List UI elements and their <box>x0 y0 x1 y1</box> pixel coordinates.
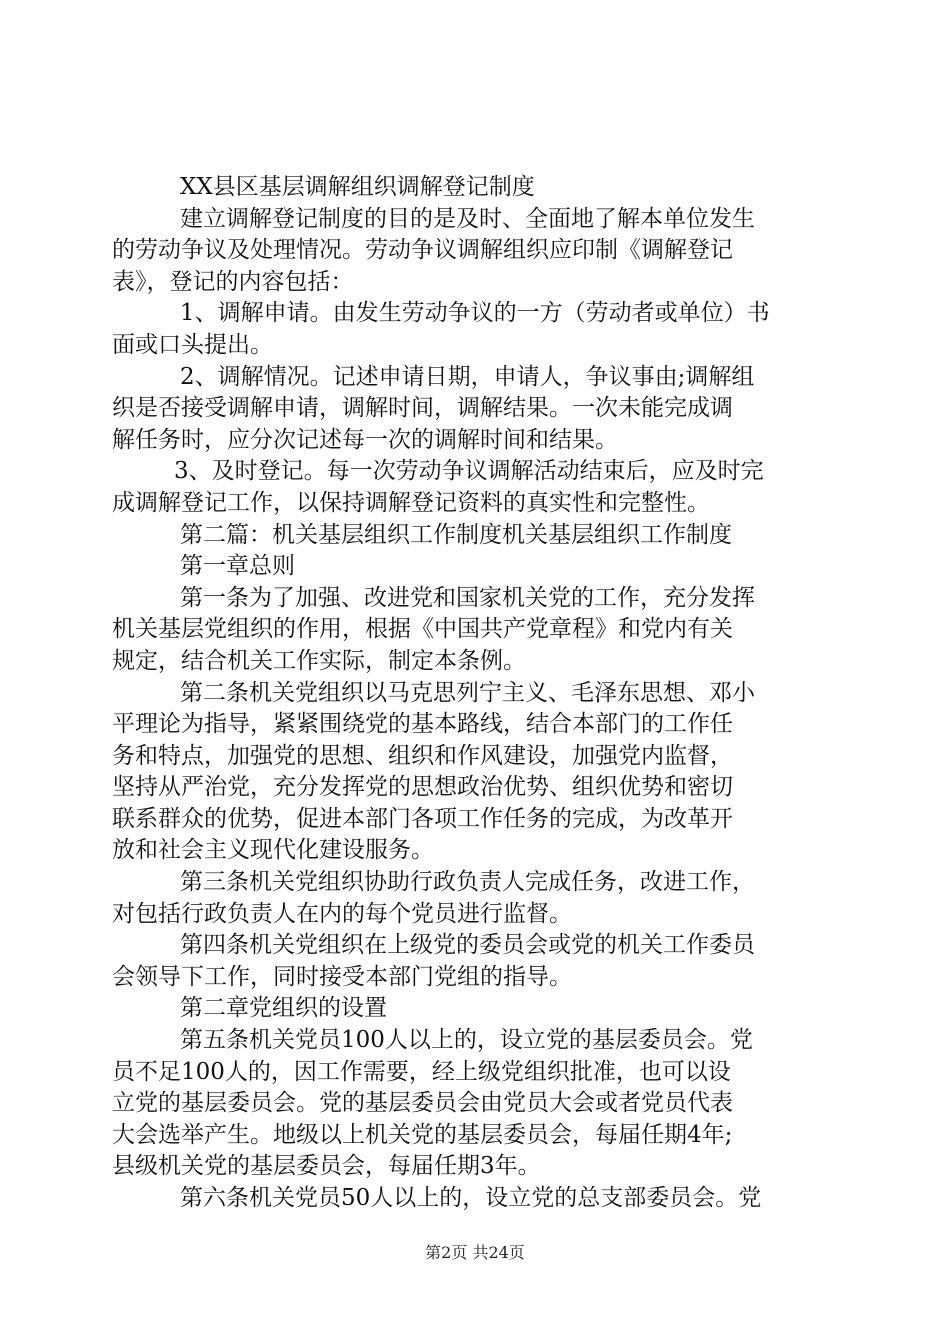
text-line: 表》，登记的内容包括： <box>112 268 354 295</box>
text-line: 1、调解申请。由发生劳动争议的一方（劳动者或单位）书 <box>180 300 770 327</box>
text-line: 2、调解情况。记述申请日期，申请人，争议事由;调解组 <box>180 363 755 390</box>
text-line: 第一条为了加强、改进党和国家机关党的工作，充分发挥 <box>180 584 755 611</box>
text-line: 第一章总则 <box>180 553 295 580</box>
text-line: 第六条机关党员50人以上的，设立党的总支部委员会。党 <box>180 1185 762 1211</box>
text-line: 务和特点，加强党的思想、组织和作风建设，加强党内监督， <box>112 742 733 769</box>
text-line: 第二章党组织的设置 <box>180 995 387 1022</box>
text-line: 大会选举产生。地级以上机关党的基层委员会，每届任期4年; <box>112 1121 733 1148</box>
text-line: 成调解登记工作，以保持调解登记资料的真实性和完整性。 <box>112 489 710 516</box>
text-line: 第五条机关党员100人以上的，设立党的基层委员会。党 <box>180 1027 753 1054</box>
page-number-footer: 第2页 共24页 <box>425 1243 525 1262</box>
text-line: 机关基层党组织的作用，根据《中国共产党章程》和党内有关 <box>112 616 733 643</box>
text-line: XX县区基层调解组织调解登记制度 <box>180 174 535 200</box>
text-line: 联系群众的优势，促进本部门各项工作任务的完成，为改革开 <box>112 805 733 832</box>
text-line: 第二条机关党组织以马克思列宁主义、毛泽东思想、邓小 <box>180 679 755 706</box>
text-line: 织是否接受调解申请，调解时间，调解结果。一次未能完成调 <box>112 395 733 422</box>
text-line: 解任务时，应分次记述每一次的调解时间和结果。 <box>112 426 618 453</box>
text-line: 放和社会主义现代化建设服务。 <box>112 837 434 864</box>
text-line: 县级机关党的基层委员会，每届任期3年。 <box>112 1153 541 1180</box>
text-line: 的劳动争议及处理情况。劳动争议调解组织应印制《调解登记 <box>112 237 733 264</box>
text-line: 员不足100人的，因工作需要，经上级党组织批准，也可以设 <box>112 1058 731 1085</box>
text-line: 第四条机关党组织在上级党的委员会或党的机关工作委员 <box>180 932 755 959</box>
text-line: 平理论为指导，紧紧围绕党的基本路线，结合本部门的工作任 <box>112 711 733 738</box>
text-line: 面或口头提出。 <box>112 331 273 358</box>
document-body <box>112 172 840 1215</box>
text-line: 3、及时登记。每一次劳动争议调解活动结束后，应及时完 <box>174 458 764 485</box>
text-line: 对包括行政负责人在内的每个党员进行监督。 <box>112 900 572 927</box>
text-line: 第二篇：机关基层组织工作制度机关基层组织工作制度 <box>180 521 732 548</box>
text-line: 坚持从严治党，充分发挥党的思想政治优势、组织优势和密切 <box>112 774 733 801</box>
text-line: 立党的基层委员会。党的基层委员会由党员大会或者党员代表 <box>112 1090 733 1117</box>
text-line: 会领导下工作，同时接受本部门党组的指导。 <box>112 963 572 990</box>
text-line: 第三条机关党组织协助行政负责人完成任务，改进工作， <box>180 869 755 896</box>
text-line: 规定，结合机关工作实际，制定本条例。 <box>112 647 526 674</box>
text-line: 建立调解登记制度的目的是及时、全面地了解本单位发生 <box>180 205 755 232</box>
